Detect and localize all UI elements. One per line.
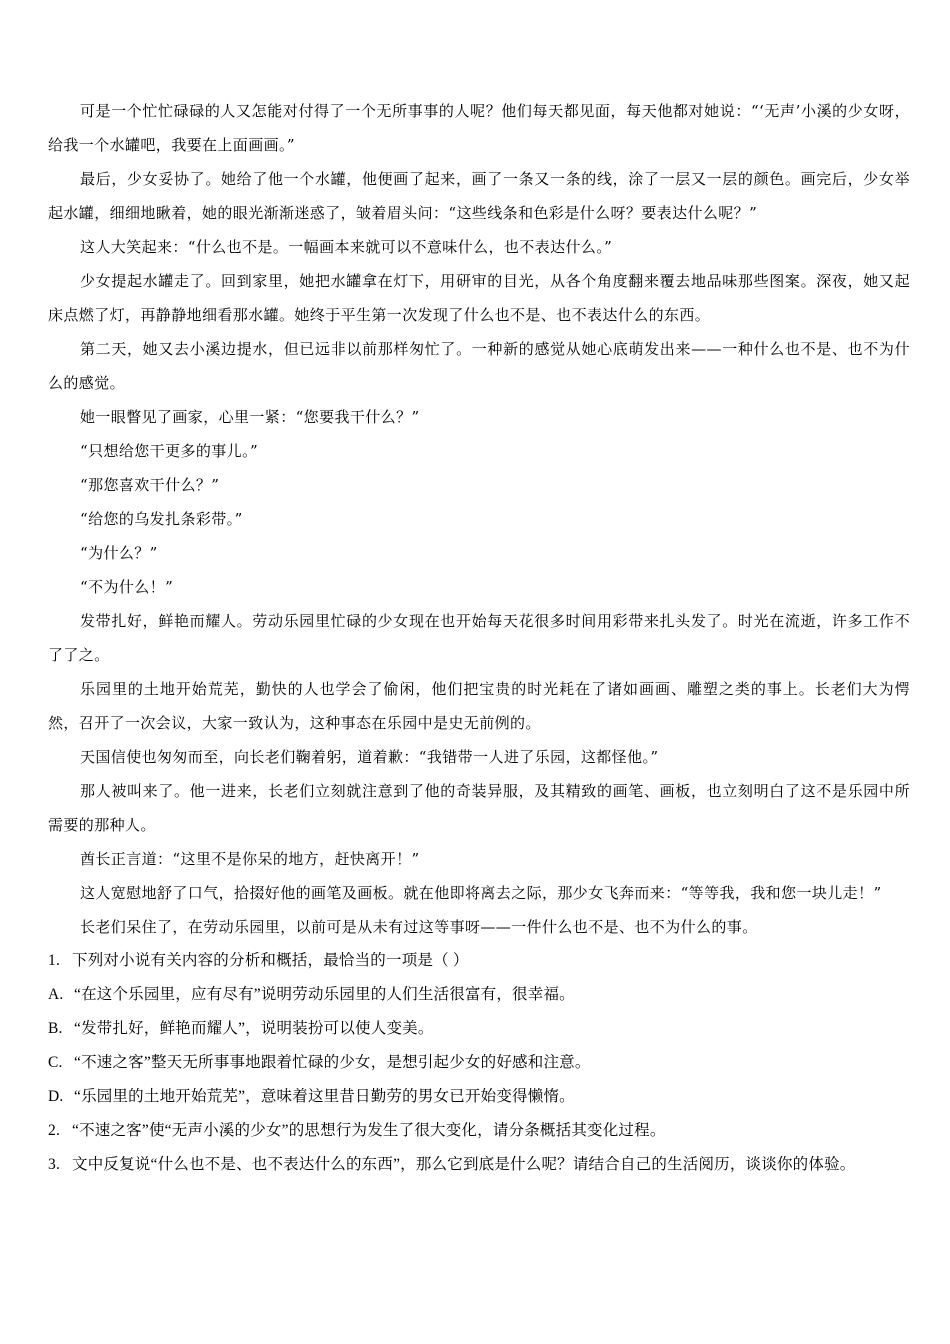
passage-paragraph: “为什么？” (80, 544, 158, 562)
passage-paragraph: 最后，少女妥协了。她给了他一个水罐，他便画了起来，画了一条又一条的线，涂了一层又一层的颜色。画完后，少女举起水罐，细细地瞅着，她的眼光渐渐迷惑了，皱着眉头问：“这些线条和色彩是什么呀？要表达什么呢？” (48, 170, 910, 222)
passage-paragraph: 发带扎好，鲜艳而耀人。劳动乐园里忙碌的少女现在也开始每天花很多时间用彩带来扎头发了。时光在流逝，许多工作不了了之。 (48, 612, 910, 664)
passage-paragraph: 长老们呆住了，在劳动乐园里，以前可是从未有过这等事呀——一件什么也不是、也不为什么的事。 (80, 918, 758, 936)
passage-paragraph: 可是一个忙忙碌碌的人又怎能对付得了一个无所事事的人呢？他们每天都见面，每天他都对她说：“‘无声’小溪的少女呀，给我一个水罐吧，我要在上面画画。” (48, 102, 910, 154)
question-3 (48, 1148, 910, 1182)
passage-paragraph: “那您喜欢干什么？” (80, 476, 220, 494)
questions-section (48, 944, 910, 1182)
question-2 (48, 1114, 910, 1148)
passage-paragraph: 她一眼瞥见了画家，心里一紧：“您要我干什么？” (80, 408, 420, 426)
passage-paragraph: “只想给您干更多的事儿。” (80, 442, 259, 460)
question-text: 文中反复说“什么也不是、也不表达什么的东西”，那么它到底是什么呢？请结合自己的生活阅历，谈谈你的体验。 (72, 1156, 856, 1173)
question-text: “不速之客”使“无声小溪的少女”的思想行为发生了很大变化，请分条概括其变化过程。 (72, 1122, 666, 1139)
option-c (48, 1046, 910, 1080)
passage-paragraph: 乐园里的土地开始荒芜，勤快的人也学会了偷闲，他们把宝贵的时光耗在了诸如画画、雕塑之类的事上。长老们大为愕然，召开了一次会议，大家一致认为，这种事态在乐园中是史无前例的。 (48, 680, 910, 732)
option-letter: A. (48, 986, 64, 1003)
passage (48, 94, 910, 944)
option-b (48, 1012, 910, 1046)
option-text: “在这个乐园里，应有尽有”说明劳动乐园里的人们生活很富有，很幸福。 (74, 986, 575, 1003)
question-number: 3. (48, 1156, 61, 1173)
option-text: “发带扎好，鲜艳而耀人”，说明装扮可以使人变美。 (74, 1020, 434, 1037)
document-page (48, 94, 910, 1182)
option-d (48, 1080, 910, 1114)
passage-paragraph: 这人宽慰地舒了口气，拾掇好他的画笔及画板。就在他即将离去之际，那少女飞奔而来：“等等我，我和您一块儿走！” (80, 884, 882, 902)
passage-paragraph: 少女提起水罐走了。回到家里，她把水罐拿在灯下，用研审的目光，从各个角度翻来覆去地品味那些图案。深夜，她又起床点燃了灯，再静静地细看那水罐。她终于平生第一次发现了什么也不是、也不表达什么的东西。 (48, 272, 910, 324)
passage-paragraph: “给您的乌发扎条彩带。” (80, 510, 243, 528)
option-letter: D. (48, 1088, 64, 1105)
question-1 (48, 944, 910, 978)
passage-paragraph: 这人大笑起来：“什么也不是。一幅画本来就可以不意味什么，也不表达什么。” (80, 238, 613, 256)
question-number: 2. (48, 1122, 61, 1139)
passage-paragraph: 酋长正言道：“这里不是你呆的地方，赶快离开！” (80, 850, 420, 868)
option-a (48, 978, 910, 1012)
passage-paragraph: 第二天，她又去小溪边提水，但已远非以前那样匆忙了。一种新的感觉从她心底萌发出来——一种什么也不是、也不为什么的感觉。 (48, 340, 910, 392)
option-text: “不速之客”整天无所事事地跟着忙碌的少女，是想引起少女的好感和注意。 (74, 1054, 591, 1071)
option-text: “乐园里的土地开始荒芜”，意味着这里昔日勤劳的男女已开始变得懒惰。 (74, 1088, 575, 1105)
question-number: 1. (48, 952, 61, 969)
passage-paragraph: 那人被叫来了。他一进来，长老们立刻就注意到了他的奇装异服，及其精致的画笔、画板，也立刻明白了这不是乐园中所需要的那种人。 (48, 782, 910, 834)
passage-paragraph: “不为什么！” (80, 578, 174, 596)
option-letter: C. (48, 1054, 63, 1071)
option-letter: B. (48, 1020, 63, 1037)
question-text: 下列对小说有关内容的分析和概括，最恰当的一项是（ ） (72, 952, 469, 969)
passage-paragraph: 天国信使也匆匆而至，向长老们鞠着躬，道着歉：“我错带一人进了乐园，这都怪他。” (80, 748, 659, 766)
